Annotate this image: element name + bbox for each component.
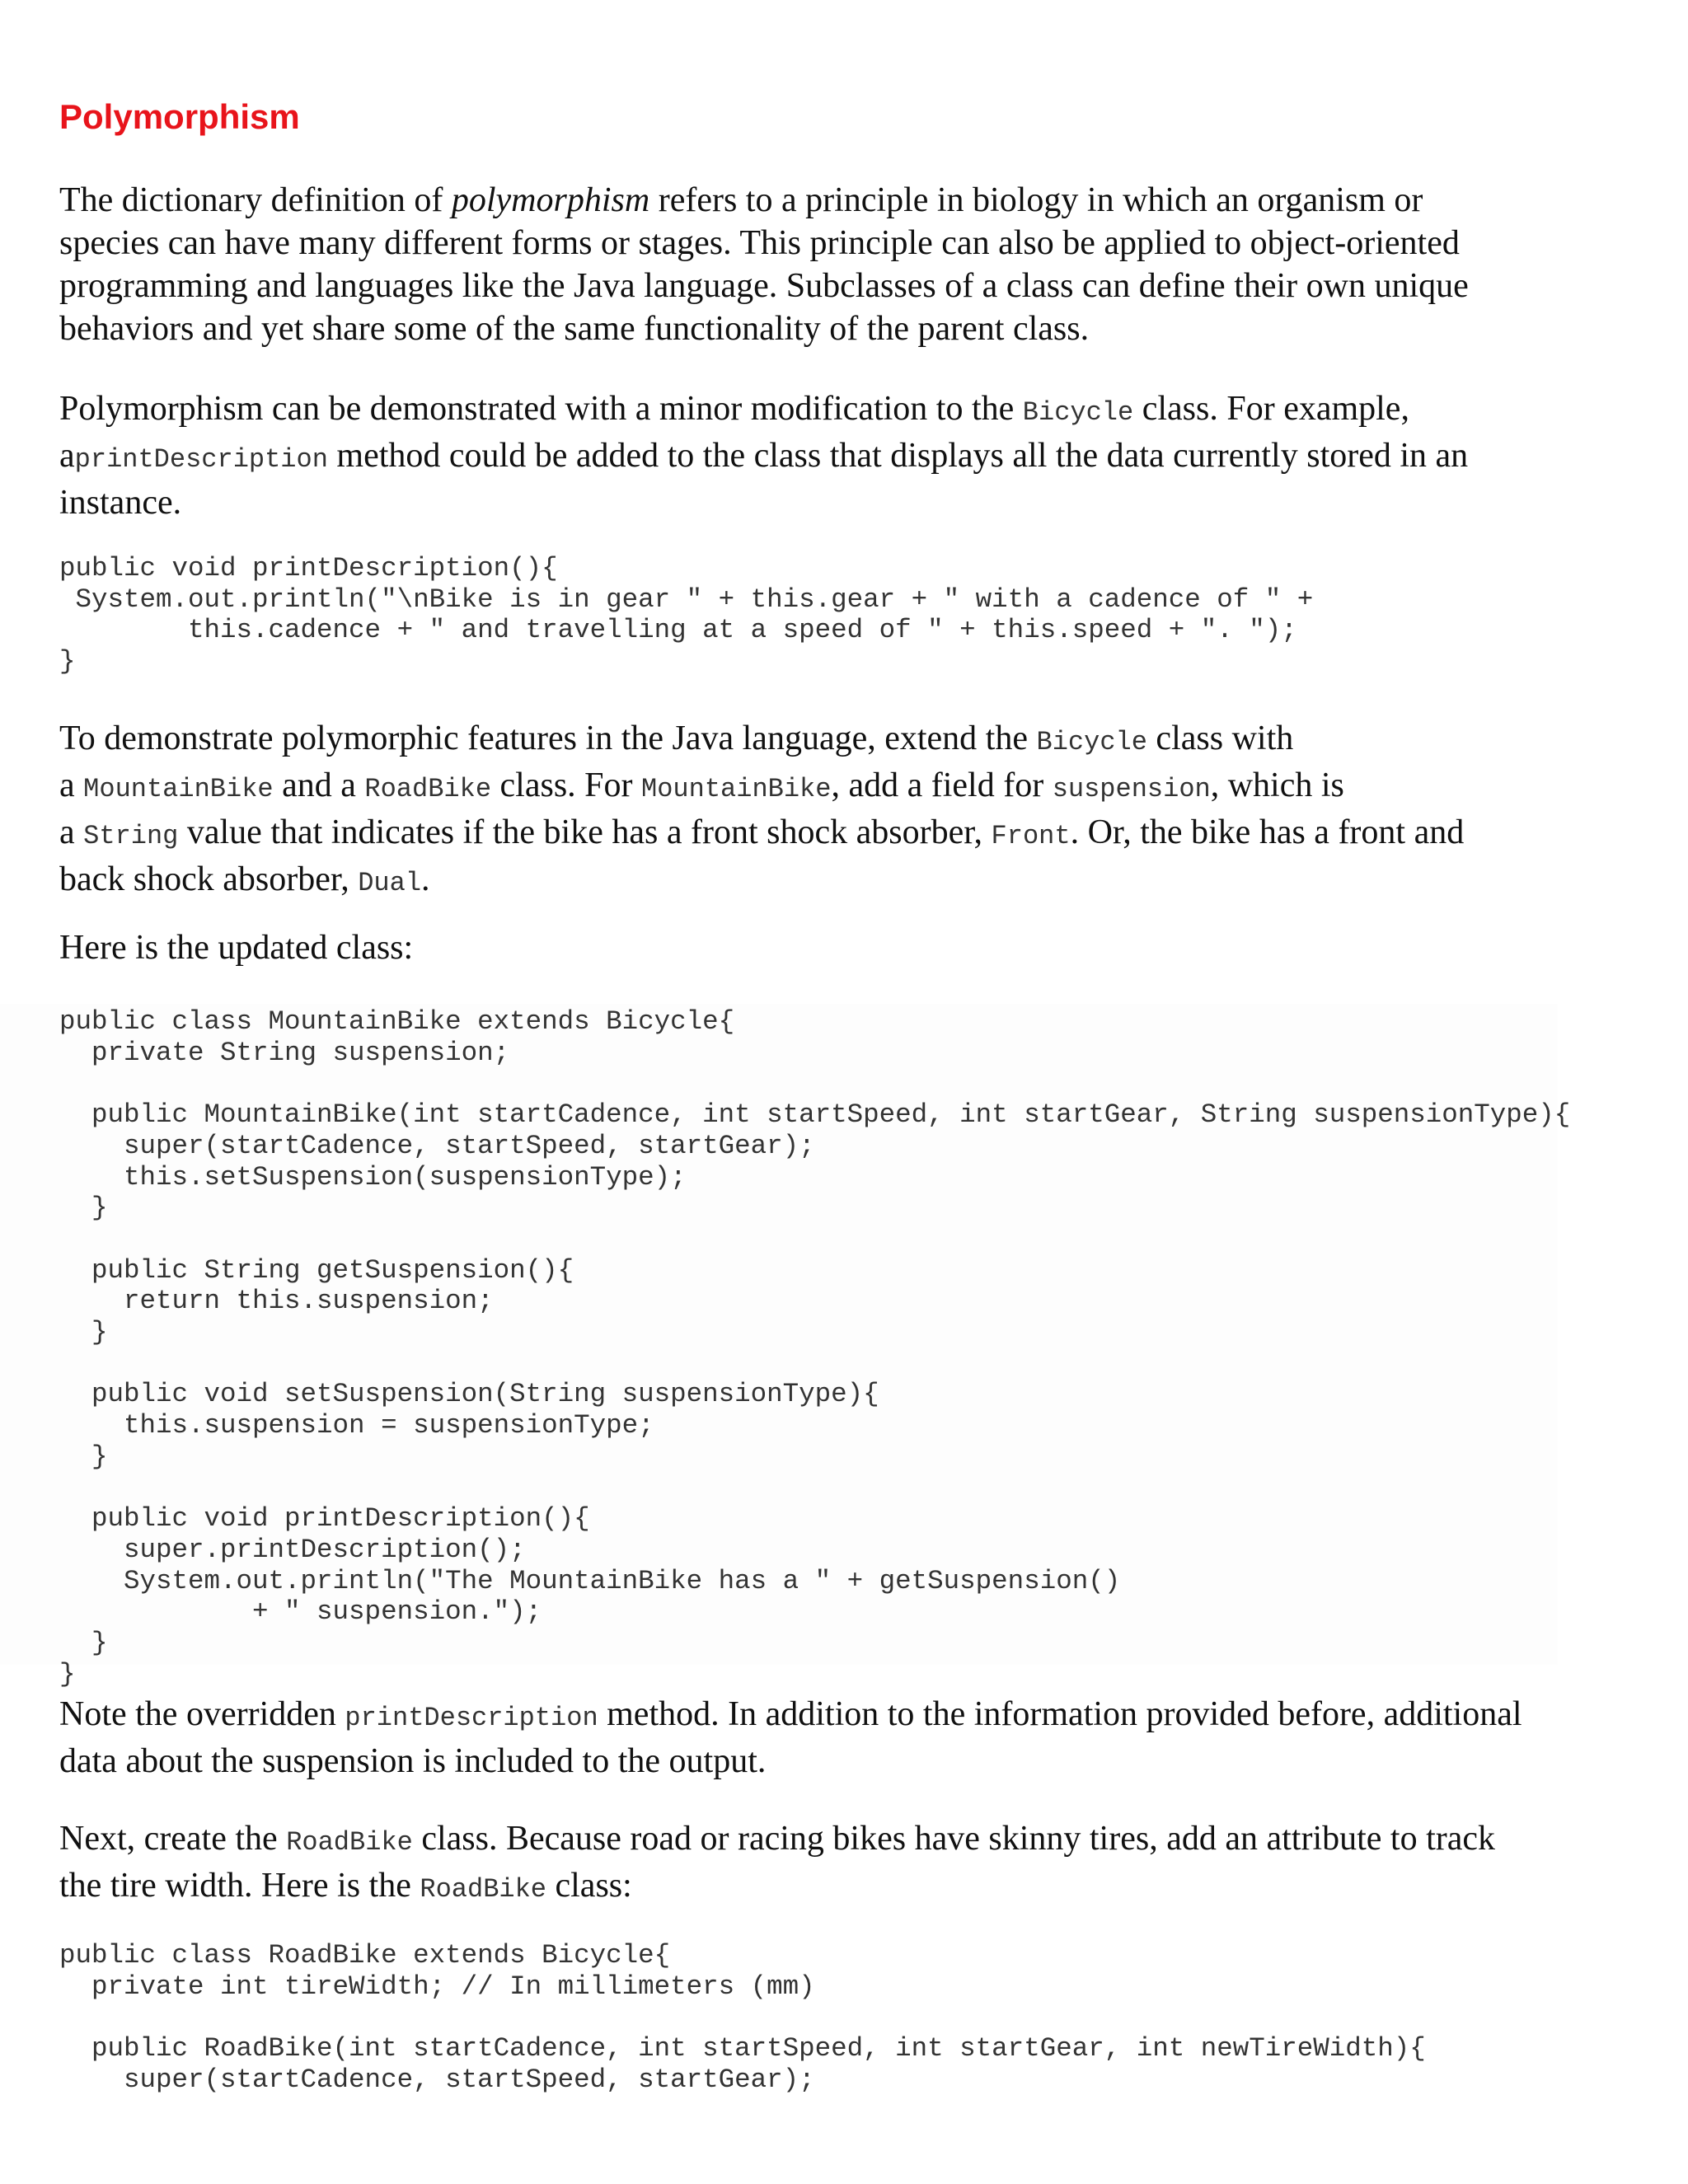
code-line: private String suspension; [59, 1037, 510, 1068]
inline-code: suspension [1052, 774, 1211, 804]
text-line: the tire width. Here is the RoadBike class: [59, 1867, 632, 1905]
section-heading: Polymorphism [59, 97, 300, 136]
code-line [59, 1473, 1570, 1504]
code-line: private int tireWidth; // In millimeters (mm) [59, 1971, 815, 2002]
code-line: super.printDescription(); [59, 1534, 526, 1565]
code-line: public class MountainBike extends Bicycle{ [59, 1006, 735, 1037]
code-line: public void setSuspension(String suspensionType){ [59, 1379, 879, 1410]
inline-code: RoadBike [364, 774, 492, 804]
code-line: } [59, 1658, 76, 1690]
code-line: public void printDescription(){ [59, 1503, 590, 1535]
code-line: this.cadence + " and travelling at a speed of " + this.speed + ". "); [59, 615, 1297, 646]
inline-code: RoadBike [286, 1827, 413, 1858]
code-line: return this.suspension; [59, 1286, 494, 1317]
inline-code: Bicycle [1022, 397, 1134, 428]
code-line: super(startCadence, startSpeed, startGear); [59, 1130, 815, 1161]
code-line: public MountainBike(int startCadence, int startSpeed, int startGear, String suspensionType){ [59, 1099, 1571, 1131]
override-note-paragraph [59, 1693, 1642, 1783]
emphasis-term: polymorphism [451, 181, 650, 219]
code-block-road-bike [59, 1940, 1426, 2096]
code-line: public void printDescription(){ [59, 553, 558, 583]
code-line: public class RoadBike extends Bicycle{ [59, 1940, 671, 1971]
text-line: Polymorphism can be demonstrated with a minor modification to the Bicycle class. For example, [59, 390, 1409, 428]
code-line: public String getSuspension(){ [59, 1254, 574, 1286]
text-line: back shock absorber, Dual. [59, 860, 430, 898]
text-line: The dictionary definition of polymorphism refers to a principle in biology in which an organism or [59, 181, 1423, 219]
code-line: public RoadBike(int startCadence, int startSpeed, int startGear, int newTireWidth){ [59, 2033, 1426, 2064]
inline-code: MountainBike [641, 774, 832, 804]
roadbike-paragraph [59, 1817, 1642, 1911]
code-line: } [59, 1193, 108, 1224]
inline-code: String [83, 821, 179, 851]
code-line [59, 1348, 1570, 1380]
inline-code: Bicycle [1036, 727, 1147, 757]
code-line [59, 1224, 1570, 1255]
code-block-mountain-bike [59, 1006, 1570, 1690]
text-line: behaviors and yet share some of the same functionality of the parent class. [59, 310, 1090, 348]
text-line: species can have many different forms or stages. This principle can also be applied to object-oriented [59, 224, 1460, 262]
code-line: } [59, 1317, 108, 1348]
text-line: Next, create the RoadBike class. Because road or racing bikes have skinny tires, add an attribute to track [59, 1820, 1496, 1858]
text-line: a MountainBike and a RoadBike class. For MountainBike, add a field for suspension, which is [59, 766, 1344, 804]
extend-paragraph [59, 717, 1642, 905]
inline-code: Dual [358, 868, 422, 898]
inline-code: Front [991, 821, 1071, 851]
code-line [59, 1068, 1570, 1099]
code-block-print-description [59, 553, 1313, 677]
text-line: instance. [59, 484, 182, 522]
code-line: + " suspension."); [59, 1596, 542, 1628]
text-line: Here is the updated class: [59, 929, 414, 967]
code-line: System.out.println("The MountainBike has a " + getSuspension() [59, 1565, 1121, 1596]
text-line: aprintDescription method could be added to the class that displays all the data currently stored in an [59, 437, 1469, 475]
inline-code: MountainBike [83, 774, 274, 804]
code-line: } [59, 1441, 108, 1472]
text-line: data about the suspension is included to the output. [59, 1742, 767, 1780]
code-line [59, 2002, 1426, 2033]
inline-code: printDescription [345, 1703, 598, 1733]
code-line: this.setSuspension(suspensionType); [59, 1161, 687, 1193]
demo-paragraph [59, 387, 1642, 524]
code-line: } [59, 1628, 108, 1659]
code-line: this.suspension = suspensionType; [59, 1410, 654, 1441]
text-line: a String value that indicates if the bike has a front shock absorber, Front. Or, the bike has a front and [59, 813, 1465, 851]
updated-class-paragraph [59, 926, 1642, 969]
code-line: } [59, 646, 76, 677]
text-line: To demonstrate polymorphic features in the Java language, extend the Bicycle class with [59, 719, 1294, 757]
inline-code: RoadBike [420, 1874, 546, 1905]
inline-code: printDescription [74, 444, 328, 475]
code-line: System.out.println("\nBike is in gear " + this.gear + " with a cadence of " + [59, 583, 1314, 615]
code-line: super(startCadence, startSpeed, startGear); [59, 2064, 815, 2095]
intro-paragraph [59, 179, 1642, 350]
text-line: Note the overridden printDescription method. In addition to the information provided before, additional [59, 1695, 1522, 1733]
text-line: programming and languages like the Java language. Subclasses of a class can define their own unique [59, 267, 1469, 305]
